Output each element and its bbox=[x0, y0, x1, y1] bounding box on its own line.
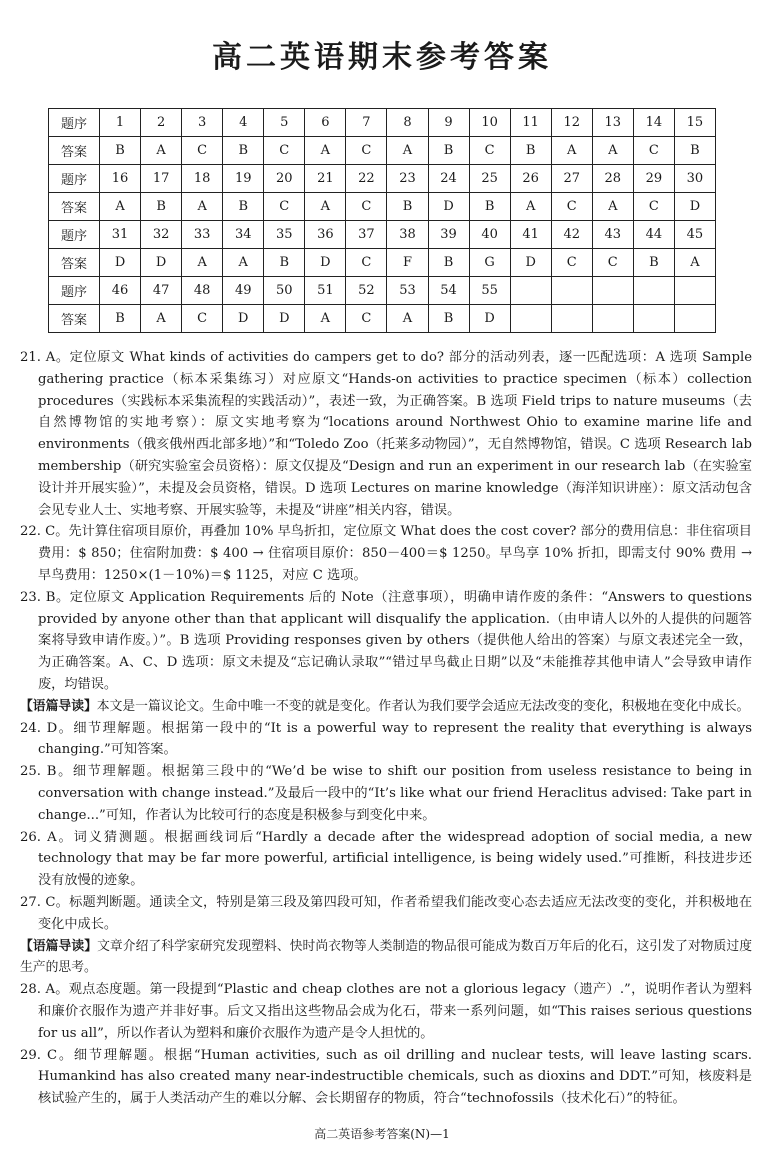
row-header-cell: 题序 bbox=[49, 221, 100, 249]
table-cell: 27 bbox=[551, 165, 592, 193]
table-cell: C bbox=[551, 249, 592, 277]
table-cell: B bbox=[223, 193, 264, 221]
table-cell bbox=[674, 277, 715, 305]
table-cell: 37 bbox=[346, 221, 387, 249]
answer-explanation: 27. C。标题判断题。通读全文，特别是第三段及第四段可知，作者希望我们能改变心态去适应无法改变的变化，并积极地在变化中成长。 bbox=[20, 894, 752, 932]
table-cell: 32 bbox=[141, 221, 182, 249]
table-cell: C bbox=[264, 193, 305, 221]
row-header-cell: 题序 bbox=[49, 165, 100, 193]
table-cell: 11 bbox=[510, 109, 551, 137]
table-cell bbox=[592, 305, 633, 333]
table-cell: F bbox=[387, 249, 428, 277]
answer-table bbox=[48, 108, 716, 333]
row-header-cell: 答案 bbox=[49, 193, 100, 221]
table-cell: 31 bbox=[100, 221, 141, 249]
table-cell: 7 bbox=[346, 109, 387, 137]
table-cell: D bbox=[141, 249, 182, 277]
table-cell: C bbox=[346, 249, 387, 277]
table-cell: 22 bbox=[346, 165, 387, 193]
table-cell: 4 bbox=[223, 109, 264, 137]
table-cell: C bbox=[592, 249, 633, 277]
table-cell bbox=[551, 277, 592, 305]
answer-explanation: 23. B。定位原文 Application Requirements 后的 Note（注意事项），明确申请作废的条件：“Answers to questions provided by anyone other than that applicant will disqualify the application.（由申请人以外的人提供的问题答案将导致申请作废。）”。B 选项 Providing responses given by others（提供他人给出的答案）与原文表述完全一致，为正确答案。A、C、D 选项：原文未提及“忘记确认录取”“错过早鸟截止日期”以及“未能推荐其他申请人”会导致申请作废，均错误。 bbox=[20, 589, 752, 692]
table-cell: D bbox=[223, 305, 264, 333]
table-row bbox=[49, 277, 716, 305]
table-cell: 51 bbox=[305, 277, 346, 305]
table-cell: B bbox=[469, 193, 510, 221]
table-cell: B bbox=[387, 193, 428, 221]
table-cell: 19 bbox=[223, 165, 264, 193]
table-cell: 15 bbox=[674, 109, 715, 137]
table-cell: 29 bbox=[633, 165, 674, 193]
table-cell: A bbox=[592, 137, 633, 165]
table-cell: 16 bbox=[100, 165, 141, 193]
table-cell: B bbox=[674, 137, 715, 165]
table-cell: 25 bbox=[469, 165, 510, 193]
table-cell bbox=[551, 305, 592, 333]
table-cell: D bbox=[469, 305, 510, 333]
table-cell: 20 bbox=[264, 165, 305, 193]
table-cell: A bbox=[100, 193, 141, 221]
table-cell: 50 bbox=[264, 277, 305, 305]
table-row bbox=[49, 165, 716, 193]
table-cell bbox=[592, 277, 633, 305]
table-cell: B bbox=[428, 249, 469, 277]
guide-text: 文章介绍了科学家研究发现塑料、快时尚衣物等人类制造的物品很可能成为数百万年后的化石，这引发了对物质过度生产的思考。 bbox=[20, 938, 753, 976]
table-cell: C bbox=[346, 193, 387, 221]
table-cell: B bbox=[223, 137, 264, 165]
table-cell: 42 bbox=[551, 221, 592, 249]
table-cell: C bbox=[346, 305, 387, 333]
table-cell: A bbox=[551, 137, 592, 165]
table-cell: 36 bbox=[305, 221, 346, 249]
table-row bbox=[49, 137, 716, 165]
table-cell: D bbox=[510, 249, 551, 277]
table-cell: B bbox=[428, 305, 469, 333]
table-cell: C bbox=[182, 137, 223, 165]
table-cell: A bbox=[305, 137, 346, 165]
answer-explanation: 21. A。定位原文 What kinds of activities do campers get to do? 部分的活动列表，逐一匹配选项：A 选项 Sample gathering practice（标本采集练习）对应原文“Hands-on activities to practice specimen（标本）collection procedures（实践标本采集流程的实践活动）”，表述一致，为正确答案。B 选项 Field trips to nature museums（去自然博物馆的实地考察）：原文实地考察为“locations around Northwest Ohio to examine marine life and environments（俄亥俄州西北部多地）”和“Toledo Zoo（托莱多动物园）”，无自然博物馆，错误。C 选项 Research lab membership（研究实验室会员资格）：原文仅提及“Design and run an experiment in our research lab（在实验室设计并开展实验）”，未提及会员资格，错误。D 选项 Lectures on marine knowledge（海洋知识讲座）：原文活动包含会见专业人士、实地考察、开展实验等，未提及“讲座”相关内容，错误。 bbox=[20, 350, 752, 518]
table-cell: 9 bbox=[428, 109, 469, 137]
answer-explanations bbox=[20, 347, 752, 1110]
table-cell: A bbox=[305, 193, 346, 221]
table-cell: 18 bbox=[182, 165, 223, 193]
table-cell: 12 bbox=[551, 109, 592, 137]
table-cell: A bbox=[387, 137, 428, 165]
table-cell: 24 bbox=[428, 165, 469, 193]
table-cell: 38 bbox=[387, 221, 428, 249]
table-cell: C bbox=[264, 137, 305, 165]
table-cell: D bbox=[305, 249, 346, 277]
guide-text: 本文是一篇议论文。生命中唯一不变的就是变化。作者认为我们要学会适应无法改变的变化，积极地在变化中成长。 bbox=[96, 698, 750, 714]
table-cell: 30 bbox=[674, 165, 715, 193]
table-cell: A bbox=[141, 137, 182, 165]
table-cell: 40 bbox=[469, 221, 510, 249]
table-cell: 17 bbox=[141, 165, 182, 193]
table-cell: 1 bbox=[100, 109, 141, 137]
row-header-cell: 题序 bbox=[49, 277, 100, 305]
table-row bbox=[49, 305, 716, 333]
table-cell: A bbox=[674, 249, 715, 277]
table-cell: 3 bbox=[182, 109, 223, 137]
table-cell: A bbox=[510, 193, 551, 221]
table-cell: B bbox=[100, 305, 141, 333]
table-cell: A bbox=[305, 305, 346, 333]
table-cell: D bbox=[264, 305, 305, 333]
table-cell: B bbox=[100, 137, 141, 165]
table-cell: 41 bbox=[510, 221, 551, 249]
table-cell: B bbox=[510, 137, 551, 165]
answer-explanation: 29. C。细节理解题。根据“Human activities, such as oil drilling and nuclear tests, will leave lasting scars. Humankind has also created many near-indestructible chemicals, such as dioxins and DDT.”可知，核废料是核试验产生的，属于人类活动产生的难以分解、会长期留存的物质，符合“technofossils（技术化石）”的特征。 bbox=[20, 1047, 752, 1107]
answer-explanation: 22. C。先计算住宿项目原价，再叠加 10% 早鸟折扣，定位原文 What does the cost cover? 部分的费用信息：非住宿项目费用：$ 850；住宿附加费：$ 400 → 住宿项目原价：850－400＝$ 1250。早鸟享 10% 折扣，即需支付 90% 费用 → 早鸟费用：1250×(1－10%)＝$ 1125，对应 C 选项。 bbox=[20, 524, 752, 583]
table-cell: 14 bbox=[633, 109, 674, 137]
reading-guide bbox=[20, 936, 752, 980]
table-cell: B bbox=[428, 137, 469, 165]
table-cell: 6 bbox=[305, 109, 346, 137]
table-cell: 47 bbox=[141, 277, 182, 305]
table-cell: 13 bbox=[592, 109, 633, 137]
table-cell: C bbox=[551, 193, 592, 221]
row-header-cell: 答案 bbox=[49, 137, 100, 165]
table-cell: 43 bbox=[592, 221, 633, 249]
table-cell: 5 bbox=[264, 109, 305, 137]
table-cell: 26 bbox=[510, 165, 551, 193]
table-cell: A bbox=[141, 305, 182, 333]
table-cell bbox=[510, 277, 551, 305]
table-cell: B bbox=[633, 249, 674, 277]
answer-explanation: 26. A。词义猜测题。根据画线词后“Hardly a decade after the widespread adoption of social media, a new technology that may be far more powerful, artificial intelligence, is being widely used.”可推断，科技进步还没有放慢的迹象。 bbox=[20, 829, 752, 889]
row-header-cell: 题序 bbox=[49, 109, 100, 137]
table-cell: 46 bbox=[100, 277, 141, 305]
table-cell: C bbox=[633, 193, 674, 221]
row-header-cell: 答案 bbox=[49, 305, 100, 333]
table-cell: 54 bbox=[428, 277, 469, 305]
table-cell: C bbox=[469, 137, 510, 165]
table-cell: D bbox=[100, 249, 141, 277]
table-cell bbox=[633, 305, 674, 333]
table-cell: A bbox=[223, 249, 264, 277]
table-cell: A bbox=[387, 305, 428, 333]
table-cell: A bbox=[182, 193, 223, 221]
table-cell: 45 bbox=[674, 221, 715, 249]
page-title: 高二英语期末参考答案 bbox=[212, 40, 552, 75]
answer-explanation: 25. B。细节理解题。根据第三段中的“We’d be wise to shift our position from useless resistance to being in conversation with change instead.”及最后一段中的“It’s like what our friend Heraclitus advised: Take part in change...”可知，作者认为比较可行的态度是积极参与到变化中来。 bbox=[20, 764, 752, 823]
table-cell: 8 bbox=[387, 109, 428, 137]
answer-explanation: 28. A。观点态度题。第一段提到“Plastic and cheap clothes are not a glorious legacy（遗产）.”，说明作者认为塑料和廉价衣服作为遗产并非好事。后文又指出这些物品会成为化石，带来一系列问题，如“This raises serious questions for us all”，所以作者认为塑料和廉价衣服作为遗产是令人担忧的。 bbox=[20, 982, 752, 1041]
reading-guide bbox=[20, 696, 752, 718]
table-cell: 28 bbox=[592, 165, 633, 193]
table-row bbox=[49, 221, 716, 249]
table-cell: C bbox=[346, 137, 387, 165]
guide-tag: 【语篇导读】 bbox=[20, 698, 97, 714]
table-cell: 39 bbox=[428, 221, 469, 249]
table-cell: 21 bbox=[305, 165, 346, 193]
table-cell: 34 bbox=[223, 221, 264, 249]
table-cell: G bbox=[469, 249, 510, 277]
page-footer: 高二英语参考答案(N)—1 bbox=[314, 1127, 450, 1141]
table-row bbox=[49, 249, 716, 277]
table-cell: 33 bbox=[182, 221, 223, 249]
table-cell: C bbox=[182, 305, 223, 333]
table-cell: 52 bbox=[346, 277, 387, 305]
table-cell: 44 bbox=[633, 221, 674, 249]
table-row bbox=[49, 109, 716, 137]
table-cell: 35 bbox=[264, 221, 305, 249]
table-row bbox=[49, 193, 716, 221]
table-cell: 23 bbox=[387, 165, 428, 193]
table-cell: D bbox=[428, 193, 469, 221]
table-cell: C bbox=[633, 137, 674, 165]
table-cell bbox=[633, 277, 674, 305]
table-cell: B bbox=[264, 249, 305, 277]
table-cell: A bbox=[182, 249, 223, 277]
table-cell bbox=[510, 305, 551, 333]
table-cell: A bbox=[592, 193, 633, 221]
row-header-cell: 答案 bbox=[49, 249, 100, 277]
table-cell: 55 bbox=[469, 277, 510, 305]
answer-explanation: 24. D。细节理解题。根据第一段中的“It is a powerful way to represent the reality that everything is always changing.”可知答案。 bbox=[20, 720, 752, 758]
table-cell: 2 bbox=[141, 109, 182, 137]
table-cell: B bbox=[141, 193, 182, 221]
table-cell bbox=[674, 305, 715, 333]
table-cell: 53 bbox=[387, 277, 428, 305]
guide-tag: 【语篇导读】 bbox=[20, 938, 98, 954]
table-cell: 10 bbox=[469, 109, 510, 137]
table-cell: 48 bbox=[182, 277, 223, 305]
table-cell: D bbox=[674, 193, 715, 221]
table-cell: 49 bbox=[223, 277, 264, 305]
